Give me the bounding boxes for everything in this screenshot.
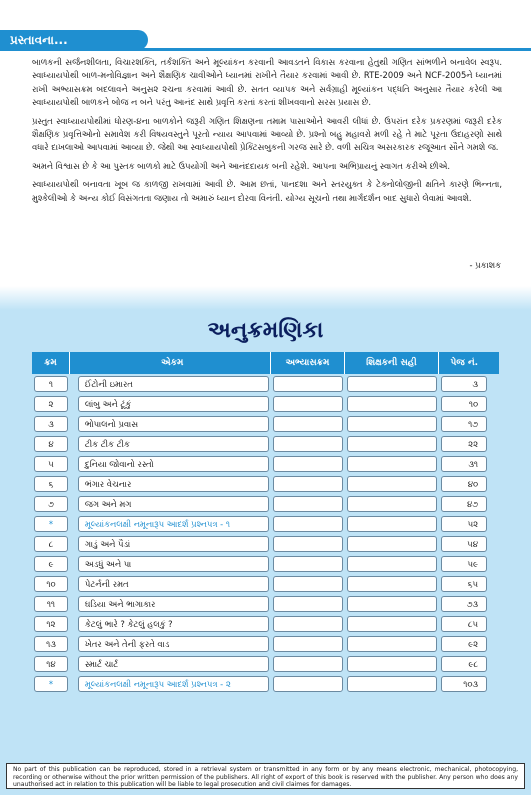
toc-row-syllabus-cell[interactable]: [273, 576, 344, 592]
toc-row-title-cell: [78, 676, 269, 692]
toc-row-page: ૮૫: [467, 618, 478, 629]
toc-header-syllabus: અભ્યાસક્રમ: [271, 352, 346, 374]
toc-row-num: ૧૪: [46, 658, 56, 669]
toc-row-page: ૩૧: [468, 458, 478, 469]
toc-row-page-cell: [441, 576, 487, 592]
toc-row-num: *: [48, 519, 54, 529]
toc-row-num-cell: [34, 396, 68, 412]
toc-row-page: ૪૭: [466, 498, 478, 509]
preface-heading: પ્રસ્તાવના...: [0, 30, 148, 50]
table-row: [32, 454, 499, 474]
toc-row-title-cell: [78, 636, 269, 652]
table-row: [32, 654, 499, 674]
toc-row-title: ગાડું અને પૈડાં: [84, 538, 131, 549]
toc-row-title: ટીક ટીક ટીક: [84, 438, 130, 449]
toc-row-title-cell: [78, 496, 269, 512]
toc-row-num: ૪: [48, 438, 54, 449]
toc-row-teacher-sign-cell[interactable]: [347, 376, 436, 392]
toc-row-teacher-sign-cell[interactable]: [347, 556, 436, 572]
toc-row-title: કેટલું ભારે ? કેટલું હલકું ?: [84, 618, 173, 629]
toc-row-num: ૧૨: [46, 618, 56, 629]
toc-row-syllabus-cell[interactable]: [273, 416, 344, 432]
toc-row-num: ૨: [48, 398, 54, 409]
toc-row-title: મૂલ્યાંકનલક્ષી નમૂનારૂપ આદર્શ પ્રશ્નપત્ર - ૧: [84, 518, 230, 529]
toc-row-page-cell: [441, 416, 487, 432]
table-row: [32, 374, 499, 394]
toc-row-page-cell: [441, 376, 487, 392]
table-row: [32, 394, 499, 414]
toc-row-title-cell: [78, 576, 269, 592]
toc-row-title-cell: [78, 416, 269, 432]
toc-header-num: ક્રમ: [32, 352, 70, 374]
toc-row-title-cell: [78, 536, 269, 552]
toc-row-page: ૭૩: [466, 598, 478, 609]
toc-row-title-cell: [78, 396, 269, 412]
toc-row-syllabus-cell[interactable]: [273, 556, 344, 572]
copyright-notice: No part of this publication can be reproduced, stored in a retrieval system or transmitted in any form or by any means electronic, mechanical, photocopying, recording or otherwise without the prior written permission of the publishers. All right of export of this book is reserved with the publisher. Any person who does any unauthorised act in relation to this publication will be liable to legal prosecution and civil claimes for damages.: [6, 763, 525, 789]
table-row: [32, 594, 499, 614]
toc-row-num: ૬: [48, 478, 54, 489]
table-row: [32, 614, 499, 634]
toc-row-page: ૧૦૩: [463, 678, 478, 689]
toc-row-num: ૧૩: [46, 638, 56, 649]
toc-row-page: ૫૨: [467, 518, 478, 529]
toc-row-num-cell: [34, 376, 68, 392]
toc-row-num-cell: [34, 576, 68, 592]
toc-row-num-cell: [34, 476, 68, 492]
toc-row-title: પેટર્નની રમત: [84, 578, 129, 589]
toc-panel-band: [0, 286, 531, 310]
toc-row-page-cell: [441, 436, 487, 452]
toc-row-syllabus-cell[interactable]: [273, 376, 344, 392]
toc-row-title-cell: [78, 516, 269, 532]
toc-row-num-cell: [34, 656, 68, 672]
toc-row-page: ૩: [472, 378, 478, 389]
toc-row-title: ભોપાલનો પ્રવાસ: [84, 418, 138, 429]
toc-row-teacher-sign-cell[interactable]: [347, 436, 436, 452]
toc-row-teacher-sign-cell[interactable]: [347, 476, 436, 492]
toc-row-num: ૮: [48, 538, 54, 549]
table-row: [32, 674, 499, 694]
preface-divider: [0, 48, 531, 51]
toc-row-syllabus-cell[interactable]: [273, 636, 344, 652]
toc-row-title: અડધું અને પા: [84, 558, 132, 569]
toc-row-title: લાંબુ અને ટૂંકું: [84, 398, 132, 409]
toc-row-teacher-sign-cell[interactable]: [347, 676, 436, 692]
toc-row-page: ૧૭: [468, 418, 478, 429]
toc-row-num: ૧૧: [46, 598, 56, 609]
toc-row-num: ૫: [48, 458, 54, 469]
table-row: [32, 574, 499, 594]
toc-row-num-cell: [34, 496, 68, 512]
toc-header-row: [32, 352, 499, 374]
toc-header-title: એકમ: [70, 352, 271, 374]
toc-row-num-cell: [34, 456, 68, 472]
toc-row-num-cell: [34, 676, 68, 692]
toc-row-title-cell: [78, 376, 269, 392]
preface-body: [32, 56, 502, 210]
toc-row-page: ૧૦: [468, 398, 478, 409]
toc-row-title: મૂલ્યાંકનલક્ષી નમૂનારૂપ આદર્શ પ્રશ્નપત્ર - ૨: [84, 678, 231, 689]
toc-row-title: ઘડિયા અને ભાગાકાર: [84, 598, 156, 609]
toc-row-title: દુનિયા જોવાનો રસ્તો: [84, 458, 154, 469]
toc-row-page-cell: [441, 636, 487, 652]
toc-row-page-cell: [441, 456, 487, 472]
toc-row-teacher-sign-cell[interactable]: [347, 496, 436, 512]
table-row: [32, 474, 499, 494]
toc-header-page: પેજ નં.: [439, 352, 499, 374]
toc-row-title: ઈંટોની ઇમારત: [84, 378, 133, 389]
toc-row-title-cell: [78, 596, 269, 612]
toc-row-teacher-sign-cell[interactable]: [347, 576, 436, 592]
toc-row-title: સ્માર્ટ ચાર્ટ: [84, 658, 119, 669]
toc-row-syllabus-cell[interactable]: [273, 596, 344, 612]
table-row: [32, 414, 499, 434]
table-row: [32, 554, 499, 574]
toc-row-num: ૭: [48, 498, 54, 509]
toc-row-page-cell: [441, 536, 487, 552]
toc-row-title: જગ અને મગ: [84, 498, 132, 509]
table-row: [32, 514, 499, 534]
toc-row-syllabus-cell[interactable]: [273, 676, 344, 692]
toc-row-num-cell: [34, 596, 68, 612]
toc-row-num: *: [48, 679, 54, 689]
publisher-signature: - પ્રકાશક: [469, 260, 501, 270]
toc-row-title-cell: [78, 436, 269, 452]
toc-header-teacher-sign: શિક્ષકની સહી: [345, 352, 438, 374]
preface-paragraph-3: અમને વિશ્વાસ છે કે આ પુસ્તક બાળકો માટે ઉપયોગી અને આનંદદાયક બની રહેશે. આપના અભિપ્રાયનું સ્વાગત કરીએ છીએ.: [32, 160, 451, 171]
toc-row-teacher-sign-cell[interactable]: [347, 596, 436, 612]
toc-row-teacher-sign-cell[interactable]: [347, 616, 436, 632]
toc-row-num: ૧: [48, 378, 53, 389]
toc-row-page: ૯૨: [468, 638, 478, 649]
toc-row-page-cell: [441, 656, 487, 672]
toc-row-page: ૪૦: [467, 478, 478, 489]
toc-row-teacher-sign-cell[interactable]: [347, 416, 436, 432]
toc-row-num-cell: [34, 536, 68, 552]
toc-row-num-cell: [34, 556, 68, 572]
preface-paragraph-4: સ્વાધ્યાયપોથી બનાવતા ખૂબ જ કાળજી રાખવામાં આવી છે. આમ છતાં, પાનદશા અને સ્તરયુક્ત કે ટેક્નોલોજીની ક્ષતિને કારણે ભિન્નતા, મુશ્કેલીઓ કે અન્ય કોઈ વિસંગતતા જણાય તો અમારું ધ્યાન દોરવા વિનંતી. યોગ્ય સૂચનો તથા માર્ગદર્શન બાદ સુધારો લેવામાં આવશે.: [32, 179, 502, 203]
toc-row-title-cell: [78, 556, 269, 572]
toc-row-teacher-sign-cell[interactable]: [347, 656, 436, 672]
toc-row-page: ૯૮: [468, 658, 478, 669]
toc-row-title-cell: [78, 456, 269, 472]
toc-row-page-cell: [441, 556, 487, 572]
toc-row-syllabus-cell[interactable]: [273, 536, 344, 552]
toc-row-syllabus-cell[interactable]: [273, 616, 344, 632]
toc-row-page-cell: [441, 496, 487, 512]
preface-paragraph-2: પ્રસ્તુત સ્વાધ્યાયપોથીમાં ધોરણ-૪ના બાળકોને જરૂરી ગણિત શિક્ષણના તમામ પાસાઓને આવરી લીધાં છે. ઉપરાંત દરેક પ્રકરણમાં જરૂરી દરેક શૈક્ષણિક પ્રવૃત્તિઓનો સમાવેશ કરી વિષયવસ્તુને પૂરતો ન્યાય આપવામાં આવ્યો છે. પ્રશ્નો બહુ મહાવરો મળી રહે તે માટે પૂરતા ઉદાહરણો સાથે વધારે દાખલાઓ આપવામાં આવ્યા છે. જેથી આ સ્વાધ્યાયપોથી પ્રેક્ટિસબુકની ગરજ સારે છે. વળી સચિત્ર અસરકારક રજૂઆત સૌને ગમશે જ.: [32, 115, 502, 153]
toc-row-syllabus-cell[interactable]: [273, 496, 344, 512]
toc-row-page-cell: [441, 396, 487, 412]
toc-row-page: ૨૨: [468, 438, 478, 449]
toc-row-page-cell: [441, 616, 487, 632]
toc-row-page-cell: [441, 676, 487, 692]
toc-body: [32, 374, 499, 694]
toc-row-num: ૩: [48, 418, 54, 429]
toc-row-teacher-sign-cell[interactable]: [347, 636, 436, 652]
toc-row-syllabus-cell[interactable]: [273, 476, 344, 492]
toc-row-syllabus-cell[interactable]: [273, 456, 344, 472]
toc-row-title-cell: [78, 656, 269, 672]
toc-row-page-cell: [441, 596, 487, 612]
table-row: [32, 434, 499, 454]
toc-table: [32, 352, 499, 694]
toc-row-title: ભંગાર વેચનાર: [84, 478, 132, 489]
toc-title: અનુક્રમણિકા: [207, 318, 324, 343]
toc-row-num-cell: [34, 436, 68, 452]
table-row: [32, 634, 499, 654]
table-row: [32, 534, 499, 554]
toc-row-syllabus-cell[interactable]: [273, 436, 344, 452]
toc-row-page: ૫૯: [467, 558, 478, 569]
toc-row-page-cell: [441, 476, 487, 492]
toc-row-teacher-sign-cell[interactable]: [347, 516, 436, 532]
table-row: [32, 494, 499, 514]
preface-paragraph-1: બાળકની સર્જનશીલતા, વિચારશક્તિ, તર્કશક્તિ અને મૂલ્યાંકન કરવાની આવડતને વિકાસ કરવાના હેતુથી ગણિત સાંભળીને બનાવેલ સ્વરૂપ. સ્વાધ્યાયપોથી બાળ-મનોવિજ્ઞાન અને શૈક્ષણિક ચાવીઓને ધ્યાનમાં રાખીને તૈયાર કરવામાં આવી છે. RTE-2009 અને NCF-2005ને ધ્યાનમાં રાખી અભ્યાસક્રમ બદલાવને અનુસ૨ ૨ચના કરવામાં આવી છે. સતત વ્યાપક અને સર્વગ્રાહી મૂલ્યાંકન પદ્ધતિ અનુસાર તૈયાર કરેલી આ સ્વાધ્યાયપોથી બાળકને બોજ ન બને પરંતુ આનંદ સાથે પ્રવૃત્તિ કરતાં કરતાં શીખવવાનો સરસ પ્રયાસ છે.: [32, 57, 502, 108]
toc-row-num-cell: [34, 636, 68, 652]
toc-row-teacher-sign-cell[interactable]: [347, 396, 436, 412]
toc-row-num: ૧૦: [46, 578, 56, 589]
toc-row-page-cell: [441, 516, 487, 532]
toc-row-num-cell: [34, 416, 68, 432]
toc-row-num-cell: [34, 516, 68, 532]
toc-row-teacher-sign-cell[interactable]: [347, 456, 436, 472]
toc-row-num-cell: [34, 616, 68, 632]
toc-row-title: ખેતર અને તેની ફરતે વાડ: [84, 638, 170, 649]
toc-row-page: ૬૫: [467, 578, 478, 589]
toc-row-syllabus-cell[interactable]: [273, 656, 344, 672]
toc-row-num: ૯: [48, 558, 54, 569]
toc-row-syllabus-cell[interactable]: [273, 516, 344, 532]
toc-row-title-cell: [78, 476, 269, 492]
toc-row-teacher-sign-cell[interactable]: [347, 536, 436, 552]
toc-row-syllabus-cell[interactable]: [273, 396, 344, 412]
toc-row-page: ૫૪: [467, 538, 478, 549]
toc-row-title-cell: [78, 616, 269, 632]
